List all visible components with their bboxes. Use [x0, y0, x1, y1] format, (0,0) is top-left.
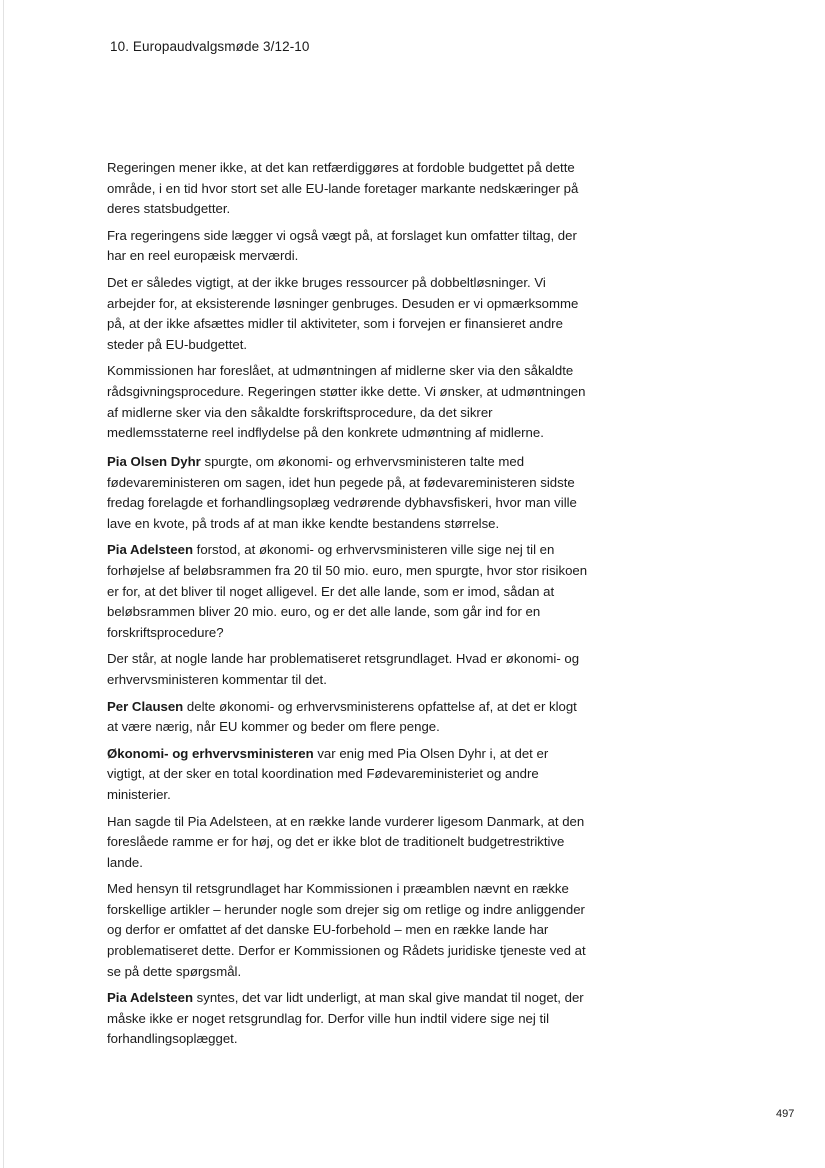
paragraph-text: syntes, det var lidt underligt, at man skal give mandat til noget, der måske ikke er noget retsgrundlag for. Derfor ville hun indtil videre sige nej til forhandlingsoplægget. [107, 990, 584, 1047]
paragraph: Kommissionen har foreslået, at udmøntningen af midlerne sker via den såkaldte rådsgivningsprocedure. Regeringen støtter ikke dette. Vi ønsker, at udmøntningen af midlerne sker via den såkaldte forskriftsprocedure, da det sikrer medlemsstaterne reel indflydelse på den konkrete udmøntning af midlerne. [107, 363, 586, 441]
scan-edge-line [3, 0, 4, 1168]
paragraph [107, 649, 589, 690]
minister-statement [107, 158, 589, 450]
paragraph-text: spurgte, om økonomi- og erhvervsministeren talte med fødevareministeren om sagen, idet hun pegede på, at fødevareministeren sidste fredag forelagde et forhandlingsoplæg vedrørende dybhavsfiskeri, hvor man ville lave en kvote, på trods af at man ikke kendte bestandens størrelse. [107, 454, 577, 531]
paragraph [107, 879, 589, 982]
speaker-name: Pia Adelsteen [107, 542, 193, 558]
paragraph-text: Med hensyn til retsgrundlaget har Kommissionen i præamblen nævnt en række forskellige artikler – herunder nogle som drejer sig om retlige og indre anliggender og derfor er omfattet af det danske EU-forbehold – men en række lande har problematiseret dette. Derfor er Kommissionen og Rådets juridiske tjeneste ved at se på dette spørgsmål. [107, 881, 586, 979]
paragraph: Fra regeringens side lægger vi også vægt på, at forslaget kun omfatter tiltag, der har en reel europæisk merværdi. [107, 227, 577, 264]
paragraph-text: delte økonomi- og erhvervsministerens opfattelse af, at det er klogt at være nærig, når EU kommer og beder om flere penge. [107, 698, 577, 735]
paragraph-text: Han sagde til Pia Adelsteen, at en række lande vurderer ligesom Danmark, at den foreslåede ramme er for høj, og det er ikke blot de traditionelt budgetrestriktive lande. [107, 813, 585, 870]
paragraph: Det er således vigtigt, at der ikke bruges ressourcer på dobbeltløsninger. Vi arbejder for, at eksisterende løsninger genbruges. Desuden er vi opmærksomme på, at der ikke afsættes midler til aktiviteter, som i forvejen er finansieret andre steder på EU-budgettet. [107, 274, 579, 352]
paragraph [107, 540, 589, 643]
paragraph: Regeringen mener ikke, at det kan retfærdiggøres at fordoble budgettet på dette område, i en tid hvor stort set alle EU-lande foretager markante nedskæringer på deres statsbudgetter. [107, 160, 579, 217]
paragraph-text: var enig med Pia Olsen Dyhr i, at det er vigtigt, at der sker en total koordination med Fødevareministeriet og andre ministerier. [107, 745, 549, 802]
paragraph [107, 452, 589, 534]
paragraph [107, 812, 589, 874]
speaker-name: Pia Adelsteen [107, 990, 193, 1006]
page-number: 497 [776, 1108, 795, 1120]
paragraph [107, 988, 589, 1050]
paragraph [107, 744, 589, 806]
speaker-name: Per Clausen [107, 698, 184, 714]
debate-section [107, 452, 589, 1056]
speaker-name: Økonomi- og erhvervsministeren [107, 745, 314, 761]
paragraph-text: forstod, at økonomi- og erhvervsministeren ville sige nej til en forhøjelse af beløbsrammen fra 20 til 50 mio. euro, men spurgte, hvor stor risikoen er for, at det bliver til noget alligevel. Er det alle lande, som er imod, sådan at beløbsrammen bliver 20 mio. euro, og er det alle lande, som går ind for en forskriftsprocedure? [107, 542, 588, 640]
page-header: 10. Europaudvalgsmøde 3/12-10 [110, 39, 310, 54]
paragraph-text: Der står, at nogle lande har problematiseret retsgrundlaget. Hvad er økonomi- og erhvervsministeren kommentar til det. [107, 651, 580, 687]
paragraph [107, 697, 589, 738]
speaker-name: Pia Olsen Dyhr [107, 454, 201, 469]
